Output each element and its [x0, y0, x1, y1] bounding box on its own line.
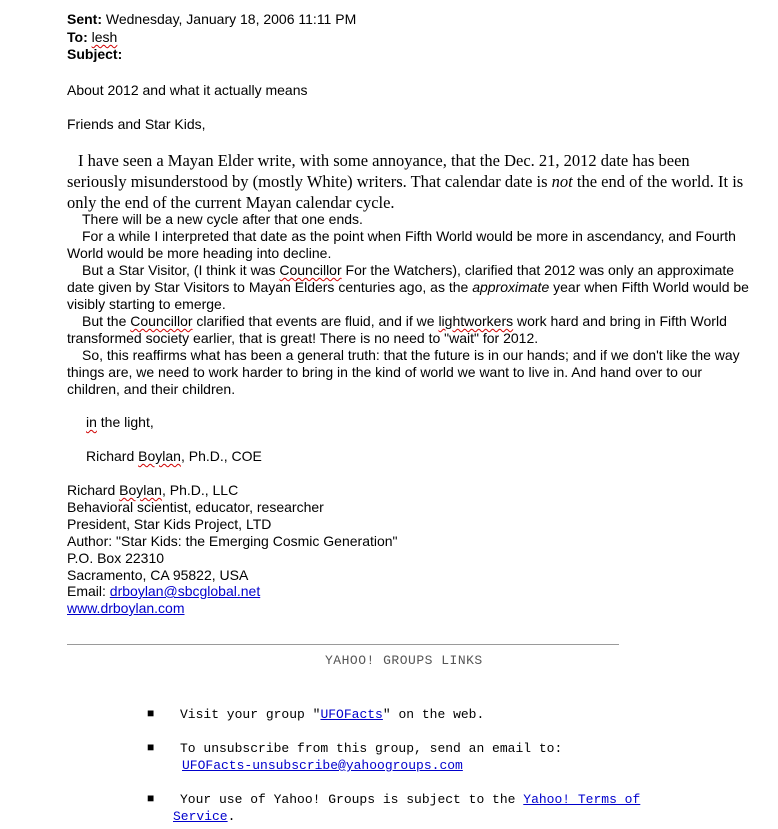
subject-line-header [67, 46, 122, 63]
sig-name [67, 482, 238, 499]
to-line [67, 29, 117, 46]
signature-a: Richard [86, 448, 139, 464]
paragraph-4 [67, 313, 757, 347]
p3-b: For the Watchers), clarified that 2012 was only an approximate date given by Star Visitors to Mayan Elders centuries ago, as the [67, 262, 735, 295]
p3-c: year when Fifth World would be visibly starting to emerge. [67, 279, 749, 312]
sig-name-b: , Ph.D., LLC [161, 482, 239, 498]
yahoo-item-3-line-2 [173, 808, 235, 825]
item1-b: " on the web. [382, 707, 485, 722]
unsubscribe-link[interactable]: UFOFacts-unsubscribe@yahoogroups.com [182, 758, 463, 773]
p4-a: But the [82, 313, 131, 329]
yahoo-item-1 [180, 706, 484, 723]
to-label: To: [67, 29, 88, 45]
sig-website-line [67, 600, 185, 617]
intro-emphasis: not [551, 172, 573, 191]
item1-a: Visit your group " [180, 707, 321, 722]
closing [86, 414, 154, 431]
greeting: Friends and Star Kids, [67, 116, 206, 132]
yahoo-item-2-link-line [182, 757, 463, 774]
sig-line-6: Sacramento, CA 95822, USA [67, 567, 249, 583]
sig-name-a: Richard [67, 482, 120, 498]
councillor-word: Councillor [279, 262, 342, 278]
bullet-icon: ■ [147, 791, 155, 805]
item3-end: . [227, 809, 236, 824]
bullet-icon: ■ [147, 740, 155, 754]
terms-link[interactable]: Yahoo! Terms of [523, 792, 641, 807]
sent-value: Wednesday, January 18, 2006 11:11 PM [105, 11, 357, 27]
p3-a: But a Star Visitor, (I think it was [82, 262, 280, 278]
p3-emphasis: approximate [472, 279, 550, 295]
sig-name-boylan: Boylan [119, 482, 162, 498]
sig-line-5: P.O. Box 22310 [67, 550, 165, 566]
email-label: Email: [67, 583, 110, 599]
intro-part2: the end of the world. It is only the end of the current Mayan calendar cycle. [67, 172, 744, 212]
bullet-icon: ■ [147, 706, 155, 720]
sig-line-2: Behavioral scientist, educator, researcher [67, 499, 324, 515]
terms-link-service[interactable]: Service [173, 809, 228, 824]
sig-email-line [67, 583, 260, 600]
paragraph-5: So, this reaffirms what has been a general truth: that the future is in our hands; and if we don't like the way things are, we need to work harder to bring in the kind of world we want to live in. And hand over to our children, and their children. [67, 347, 740, 397]
email-link[interactable]: drboylan@sbcglobal.net [109, 583, 261, 599]
p4-b: clarified that events are fluid, and if we [192, 313, 439, 329]
subject-text: About 2012 and what it actually means [67, 82, 308, 98]
paragraph-2: For a while I interpreted that date as the point when Fifth World would be more in ascendancy, and Fourth World would be more heading into decline. [67, 228, 736, 261]
website-link[interactable]: www.drboylan.com [67, 600, 185, 616]
item3-a: Your use of Yahoo! Groups is subject to the [180, 792, 524, 807]
sig-line-4: Author: "Star Kids: the Emerging Cosmic Generation" [67, 533, 398, 549]
to-value: lesh [91, 29, 118, 45]
intro-paragraph [67, 150, 747, 213]
divider-line [67, 644, 619, 645]
councillor-word: Councillor [130, 313, 193, 329]
paragraph-1: There will be a new cycle after that one ends. [82, 211, 363, 227]
yahoo-item-3 [180, 791, 640, 808]
signature-b: , Ph.D., COE [180, 448, 262, 464]
group-link[interactable]: UFOFacts [320, 707, 383, 722]
paragraph-3 [67, 262, 757, 313]
sig-line-3: President, Star Kids Project, LTD [67, 516, 272, 532]
signature-boylan: Boylan [138, 448, 181, 464]
intro-part1: I have seen a Mayan Elder write, with some annoyance, that the Dec. 21, 2012 date has been seriously misunderstood by (mostly White) writers. That calendar date is [67, 151, 690, 191]
signature [86, 448, 262, 465]
lightworkers-word: lightworkers [438, 313, 514, 329]
sent-line [67, 11, 356, 28]
yahoo-groups-title: YAHOO! GROUPS LINKS [325, 653, 483, 668]
subject-label: Subject: [67, 46, 123, 62]
p4-c: work hard and bring in Fifth World transformed society earlier, that is great! There is no need to "wait" for 2012. [67, 313, 727, 346]
yahoo-item-2: To unsubscribe from this group, send an email to: [180, 741, 563, 756]
closing-rest: the light, [96, 414, 154, 430]
closing-in: in [86, 414, 97, 430]
sent-label: Sent: [67, 11, 102, 27]
